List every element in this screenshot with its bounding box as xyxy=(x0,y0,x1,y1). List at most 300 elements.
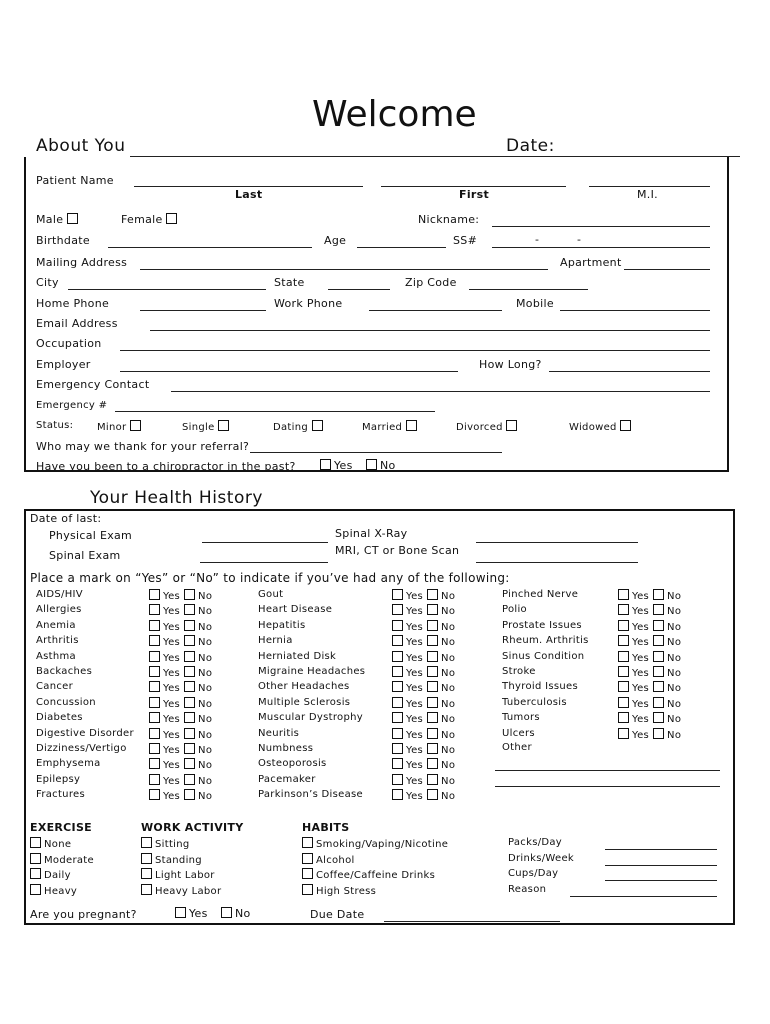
condition-yes-checkbox[interactable] xyxy=(149,789,160,800)
condition-no-checkbox[interactable] xyxy=(427,620,438,631)
condition-yes-label: Yes xyxy=(163,776,181,787)
condition-label: Tuberculosis xyxy=(502,697,567,708)
condition-yes-label: Yes xyxy=(406,776,424,787)
habits-heading: HABITS xyxy=(302,821,350,834)
habit-option[interactable] xyxy=(302,884,376,897)
condition-no-checkbox[interactable] xyxy=(427,589,438,600)
condition-yes-checkbox[interactable] xyxy=(149,651,160,662)
habit-option-label: High Stress xyxy=(316,886,377,897)
condition-yes-checkbox[interactable] xyxy=(149,666,160,677)
condition-no-checkbox[interactable] xyxy=(184,635,195,646)
condition-no-label: No xyxy=(441,730,456,741)
chiro-no-label: No xyxy=(380,459,396,472)
condition-yes-checkbox[interactable] xyxy=(392,789,403,800)
condition-label: AIDS/HIV xyxy=(36,589,83,600)
condition-yes-label: Yes xyxy=(163,730,181,741)
condition-label: Prostate Issues xyxy=(502,620,582,631)
ss-label: SS# xyxy=(453,234,478,247)
health-heading: Your Health History xyxy=(90,488,263,508)
condition-label: Parkinson’s Disease xyxy=(258,789,363,800)
pregnant-no-checkbox[interactable] xyxy=(221,907,232,918)
condition-label: Ulcers xyxy=(502,728,535,739)
condition-yes-checkbox[interactable] xyxy=(392,651,403,662)
status-widowed-checkbox[interactable] xyxy=(620,420,631,431)
referral-label: Who may we thank for your referral? xyxy=(36,440,250,453)
status-minor-checkbox[interactable] xyxy=(130,420,141,431)
condition-yes-label: Yes xyxy=(163,606,181,617)
condition-label: Heart Disease xyxy=(258,604,333,615)
condition-label: Emphysema xyxy=(36,758,101,769)
condition-no-label: No xyxy=(667,606,682,617)
exercise-option[interactable] xyxy=(30,837,71,850)
age-input[interactable] xyxy=(357,247,446,248)
status-single-label: Single xyxy=(182,422,215,433)
spinal-xray-label: Spinal X-Ray xyxy=(335,527,408,540)
employer-input[interactable] xyxy=(120,371,458,372)
condition-yes-label: Yes xyxy=(406,637,424,648)
condition-no-checkbox[interactable] xyxy=(184,758,195,769)
home-phone-input[interactable] xyxy=(140,310,266,311)
habit-option-checkbox[interactable] xyxy=(302,853,313,864)
occupation-input[interactable] xyxy=(120,350,710,351)
condition-yes-label: Yes xyxy=(163,699,181,710)
condition-yes-checkbox[interactable] xyxy=(392,712,403,723)
status-single[interactable] xyxy=(182,420,232,433)
condition-no-checkbox[interactable] xyxy=(427,666,438,677)
other-input-2[interactable] xyxy=(495,786,720,787)
condition-no-checkbox[interactable] xyxy=(184,681,195,692)
status-married[interactable] xyxy=(362,420,420,433)
condition-yes-label: Yes xyxy=(632,699,650,710)
condition-yes-checkbox[interactable] xyxy=(618,681,629,692)
habit-field-label: Packs/Day xyxy=(508,837,563,848)
email-label: Email Address xyxy=(36,317,118,330)
apartment-input[interactable] xyxy=(624,269,710,270)
condition-yes-no xyxy=(149,743,216,756)
mailing-label: Mailing Address xyxy=(36,256,128,269)
condition-yes-label: Yes xyxy=(632,653,650,664)
how-long-label: How Long? xyxy=(479,358,542,371)
condition-yes-label: Yes xyxy=(406,745,424,756)
female-checkbox[interactable] xyxy=(166,213,177,224)
condition-yes-checkbox[interactable] xyxy=(618,589,629,600)
condition-no-label: No xyxy=(198,760,213,771)
condition-label: Allergies xyxy=(36,604,82,615)
condition-label: Stroke xyxy=(502,666,536,677)
condition-yes-checkbox[interactable] xyxy=(149,758,160,769)
condition-no-label: No xyxy=(198,776,213,787)
condition-label: Digestive Disorder xyxy=(36,728,134,739)
ss-input[interactable] xyxy=(492,247,710,248)
condition-no-checkbox[interactable] xyxy=(427,681,438,692)
condition-yes-label: Yes xyxy=(163,637,181,648)
condition-yes-label: Yes xyxy=(406,591,424,602)
exercise-option-label: Moderate xyxy=(44,855,94,866)
condition-yes-no xyxy=(392,758,459,771)
condition-label: Asthma xyxy=(36,651,76,662)
condition-yes-label: Yes xyxy=(163,668,181,679)
condition-yes-no xyxy=(618,681,685,694)
condition-yes-checkbox[interactable] xyxy=(392,774,403,785)
condition-yes-no xyxy=(149,728,216,741)
condition-yes-no xyxy=(392,589,459,602)
first-name-input[interactable] xyxy=(381,186,566,187)
condition-label: Rheum. Arthritis xyxy=(502,635,589,646)
condition-label: Pinched Nerve xyxy=(502,589,579,600)
condition-no-checkbox[interactable] xyxy=(427,728,438,739)
home-phone-label: Home Phone xyxy=(36,297,110,310)
condition-no-checkbox[interactable] xyxy=(427,743,438,754)
condition-no-checkbox[interactable] xyxy=(427,697,438,708)
mi-input[interactable] xyxy=(589,186,710,187)
condition-no-label: No xyxy=(198,668,213,679)
male-option[interactable] xyxy=(36,213,81,226)
habit-field-label: Reason xyxy=(508,884,547,895)
condition-no-label: No xyxy=(441,683,456,694)
referral-input[interactable] xyxy=(250,452,502,453)
condition-no-checkbox[interactable] xyxy=(184,697,195,708)
condition-no-label: No xyxy=(667,730,682,741)
condition-yes-checkbox[interactable] xyxy=(392,697,403,708)
condition-no-label: No xyxy=(198,791,213,802)
condition-yes-label: Yes xyxy=(632,730,650,741)
employer-label: Employer xyxy=(36,358,91,371)
condition-yes-checkbox[interactable] xyxy=(149,743,160,754)
condition-yes-checkbox[interactable] xyxy=(618,697,629,708)
condition-label: Epilepsy xyxy=(36,774,81,785)
condition-yes-checkbox[interactable] xyxy=(392,743,403,754)
occupation-label: Occupation xyxy=(36,337,102,350)
condition-yes-no xyxy=(149,604,216,617)
condition-label: Backaches xyxy=(36,666,93,677)
condition-yes-label: Yes xyxy=(163,683,181,694)
condition-yes-checkbox[interactable] xyxy=(618,712,629,723)
habit-field-input[interactable] xyxy=(605,880,717,881)
condition-yes-checkbox[interactable] xyxy=(618,604,629,615)
work-option[interactable] xyxy=(141,884,221,897)
habit-option-checkbox[interactable] xyxy=(302,884,313,895)
condition-no-checkbox[interactable] xyxy=(184,774,195,785)
condition-yes-checkbox[interactable] xyxy=(149,728,160,739)
condition-yes-no xyxy=(618,697,685,710)
work-option-label: Sitting xyxy=(155,839,190,850)
habit-option-checkbox[interactable] xyxy=(302,837,313,848)
condition-no-checkbox[interactable] xyxy=(184,604,195,615)
condition-no-label: No xyxy=(198,591,213,602)
emergency-contact-input[interactable] xyxy=(171,391,710,392)
status-divorced-label: Divorced xyxy=(456,422,503,433)
condition-no-checkbox[interactable] xyxy=(653,604,664,615)
condition-yes-label: Yes xyxy=(163,760,181,771)
spinal-exam-input[interactable] xyxy=(200,562,328,563)
condition-yes-checkbox[interactable] xyxy=(149,604,160,615)
last-label: Last xyxy=(235,188,263,201)
condition-no-checkbox[interactable] xyxy=(427,758,438,769)
habit-option-label: Coffee/Caffeine Drinks xyxy=(316,870,436,881)
condition-yes-no xyxy=(618,651,685,664)
condition-no-label: No xyxy=(441,699,456,710)
male-checkbox[interactable] xyxy=(67,213,78,224)
habit-option[interactable] xyxy=(302,837,448,850)
exercise-option-checkbox[interactable] xyxy=(30,868,41,879)
exercise-option[interactable] xyxy=(30,884,77,897)
exercise-option[interactable] xyxy=(30,868,71,881)
status-minor[interactable] xyxy=(97,420,144,433)
condition-no-checkbox[interactable] xyxy=(653,681,664,692)
condition-yes-no xyxy=(618,712,685,725)
condition-yes-no xyxy=(149,774,216,787)
condition-yes-checkbox[interactable] xyxy=(392,758,403,769)
condition-yes-no xyxy=(149,666,216,679)
exercise-option-label: None xyxy=(44,839,72,850)
condition-yes-checkbox[interactable] xyxy=(618,651,629,662)
condition-no-checkbox[interactable] xyxy=(653,635,664,646)
condition-no-checkbox[interactable] xyxy=(184,620,195,631)
zip-input[interactable] xyxy=(469,289,588,290)
condition-yes-no xyxy=(618,589,685,602)
condition-no-checkbox[interactable] xyxy=(184,712,195,723)
condition-yes-label: Yes xyxy=(632,668,650,679)
habit-field-input[interactable] xyxy=(605,865,717,866)
chiro-yes-label: Yes xyxy=(334,459,353,472)
status-single-checkbox[interactable] xyxy=(218,420,229,431)
work-option-label: Heavy Labor xyxy=(155,886,222,897)
condition-no-label: No xyxy=(198,622,213,633)
condition-yes-no xyxy=(392,681,459,694)
condition-yes-checkbox[interactable] xyxy=(618,635,629,646)
last-name-input[interactable] xyxy=(134,186,363,187)
condition-yes-no xyxy=(392,620,459,633)
condition-no-checkbox[interactable] xyxy=(427,635,438,646)
mri-input[interactable] xyxy=(476,562,638,563)
condition-no-label: No xyxy=(441,591,456,602)
condition-no-checkbox[interactable] xyxy=(653,697,664,708)
email-input[interactable] xyxy=(150,330,710,331)
condition-no-label: No xyxy=(667,714,682,725)
condition-yes-no xyxy=(149,681,216,694)
physical-exam-input[interactable] xyxy=(202,542,328,543)
exercise-option-checkbox[interactable] xyxy=(30,884,41,895)
pregnant-no-label: No xyxy=(235,907,251,920)
habit-field-input[interactable] xyxy=(605,849,717,850)
work-phone-label: Work Phone xyxy=(274,297,343,310)
condition-yes-label: Yes xyxy=(406,791,424,802)
condition-yes-checkbox[interactable] xyxy=(618,620,629,631)
male-label: Male xyxy=(36,213,64,226)
condition-yes-checkbox[interactable] xyxy=(618,666,629,677)
condition-yes-checkbox[interactable] xyxy=(392,666,403,677)
work-option[interactable] xyxy=(141,868,215,881)
condition-yes-checkbox[interactable] xyxy=(149,697,160,708)
condition-no-checkbox[interactable] xyxy=(184,589,195,600)
condition-no-checkbox[interactable] xyxy=(653,651,664,662)
condition-no-label: No xyxy=(441,637,456,648)
status-married-checkbox[interactable] xyxy=(406,420,417,431)
work-option-checkbox[interactable] xyxy=(141,837,152,848)
condition-yes-no xyxy=(149,620,216,633)
condition-no-checkbox[interactable] xyxy=(653,728,664,739)
date-of-last-label: Date of last: xyxy=(30,512,102,525)
condition-yes-checkbox[interactable] xyxy=(149,635,160,646)
condition-yes-no xyxy=(149,635,216,648)
chiro-label: Have you been to a chiropractor in the past? xyxy=(36,460,296,473)
condition-yes-label: Yes xyxy=(406,653,424,664)
pregnant-yes[interactable] xyxy=(175,907,208,920)
how-long-input[interactable] xyxy=(549,371,710,372)
city-label: City xyxy=(36,276,59,289)
habit-option-label: Smoking/Vaping/Nicotine xyxy=(316,839,449,850)
first-label: First xyxy=(459,188,490,201)
spinal-xray-input[interactable] xyxy=(476,542,638,543)
condition-no-checkbox[interactable] xyxy=(184,789,195,800)
habit-field-input[interactable] xyxy=(570,896,717,897)
condition-yes-label: Yes xyxy=(406,683,424,694)
work-option-checkbox[interactable] xyxy=(141,868,152,879)
condition-yes-no xyxy=(392,712,459,725)
condition-no-label: No xyxy=(441,668,456,679)
condition-yes-no xyxy=(149,758,216,771)
chiro-yes[interactable] xyxy=(320,459,353,472)
other-input-1[interactable] xyxy=(495,770,720,771)
status-dating[interactable] xyxy=(273,420,326,433)
chiro-no[interactable] xyxy=(366,459,396,472)
city-input[interactable] xyxy=(68,289,266,290)
condition-label: Dizziness/Vertigo xyxy=(36,743,127,754)
birthdate-input[interactable] xyxy=(108,247,312,248)
condition-label: Migraine Headaches xyxy=(258,666,366,677)
mri-label: MRI, CT or Bone Scan xyxy=(335,544,460,557)
condition-no-checkbox[interactable] xyxy=(653,620,664,631)
condition-yes-label: Yes xyxy=(406,668,424,679)
condition-label: Other Headaches xyxy=(258,681,350,692)
mailing-input[interactable] xyxy=(140,269,548,270)
condition-label: Arthritis xyxy=(36,635,79,646)
condition-yes-label: Yes xyxy=(632,622,650,633)
condition-yes-label: Yes xyxy=(406,622,424,633)
condition-label: Multiple Sclerosis xyxy=(258,697,351,708)
condition-yes-checkbox[interactable] xyxy=(149,774,160,785)
exercise-option[interactable] xyxy=(30,853,94,866)
condition-no-label: No xyxy=(198,683,213,694)
condition-yes-checkbox[interactable] xyxy=(392,589,403,600)
condition-label: Sinus Condition xyxy=(502,651,585,662)
condition-yes-checkbox[interactable] xyxy=(149,589,160,600)
apartment-label: Apartment xyxy=(560,256,622,269)
condition-yes-no xyxy=(392,774,459,787)
condition-no-label: No xyxy=(667,653,682,664)
condition-label: Concussion xyxy=(36,697,96,708)
habit-option-checkbox[interactable] xyxy=(302,868,313,879)
mobile-input[interactable] xyxy=(560,310,710,311)
condition-yes-no xyxy=(392,743,459,756)
condition-label: Hernia xyxy=(258,635,293,646)
mobile-label: Mobile xyxy=(516,297,554,310)
condition-no-checkbox[interactable] xyxy=(427,604,438,615)
condition-yes-checkbox[interactable] xyxy=(392,635,403,646)
work-phone-input[interactable] xyxy=(369,310,502,311)
condition-label: Thyroid Issues xyxy=(502,681,578,692)
condition-yes-checkbox[interactable] xyxy=(392,604,403,615)
condition-yes-label: Yes xyxy=(406,606,424,617)
condition-no-checkbox[interactable] xyxy=(184,666,195,677)
female-label: Female xyxy=(121,213,163,226)
condition-no-checkbox[interactable] xyxy=(427,789,438,800)
condition-label: Anemia xyxy=(36,620,76,631)
condition-no-checkbox[interactable] xyxy=(427,651,438,662)
condition-no-label: No xyxy=(667,622,682,633)
date-label: Date: xyxy=(506,136,555,156)
nickname-input[interactable] xyxy=(492,226,710,227)
condition-no-checkbox[interactable] xyxy=(184,743,195,754)
work-option-checkbox[interactable] xyxy=(141,884,152,895)
habit-option[interactable] xyxy=(302,853,355,866)
pregnant-yes-checkbox[interactable] xyxy=(175,907,186,918)
status-dating-label: Dating xyxy=(273,422,309,433)
condition-yes-checkbox[interactable] xyxy=(392,620,403,631)
condition-yes-checkbox[interactable] xyxy=(618,728,629,739)
exercise-option-label: Daily xyxy=(44,870,71,881)
status-married-label: Married xyxy=(362,422,403,433)
condition-no-checkbox[interactable] xyxy=(427,774,438,785)
due-date-input[interactable] xyxy=(384,921,560,922)
page-title: Welcome xyxy=(312,94,477,135)
condition-no-label: No xyxy=(441,760,456,771)
condition-yes-label: Yes xyxy=(632,591,650,602)
status-widowed[interactable] xyxy=(569,420,634,433)
condition-no-checkbox[interactable] xyxy=(427,712,438,723)
habit-field-label: Drinks/Week xyxy=(508,853,574,864)
work-option[interactable] xyxy=(141,837,190,850)
state-input[interactable] xyxy=(328,289,390,290)
condition-yes-no xyxy=(392,728,459,741)
habit-option-label: Alcohol xyxy=(316,855,355,866)
condition-yes-label: Yes xyxy=(406,760,424,771)
exercise-option-checkbox[interactable] xyxy=(30,853,41,864)
status-divorced[interactable] xyxy=(456,420,520,433)
condition-yes-no xyxy=(149,697,216,710)
condition-yes-checkbox[interactable] xyxy=(149,620,160,631)
condition-yes-checkbox[interactable] xyxy=(392,681,403,692)
exercise-option-checkbox[interactable] xyxy=(30,837,41,848)
female-option[interactable] xyxy=(121,213,180,226)
condition-yes-checkbox[interactable] xyxy=(392,728,403,739)
chiro-no-checkbox[interactable] xyxy=(366,459,377,470)
status-divorced-checkbox[interactable] xyxy=(506,420,517,431)
chiro-yes-checkbox[interactable] xyxy=(320,459,331,470)
condition-yes-no xyxy=(149,789,216,802)
condition-yes-checkbox[interactable] xyxy=(149,681,160,692)
pregnant-no[interactable] xyxy=(221,907,251,920)
habit-option[interactable] xyxy=(302,868,435,881)
work-option[interactable] xyxy=(141,853,202,866)
condition-yes-no xyxy=(392,651,459,664)
status-minor-label: Minor xyxy=(97,422,127,433)
condition-no-checkbox[interactable] xyxy=(653,712,664,723)
emergency-number-input[interactable] xyxy=(115,411,435,412)
condition-no-checkbox[interactable] xyxy=(653,589,664,600)
condition-no-checkbox[interactable] xyxy=(184,651,195,662)
condition-no-label: No xyxy=(667,699,682,710)
condition-yes-checkbox[interactable] xyxy=(149,712,160,723)
condition-no-label: No xyxy=(198,637,213,648)
exercise-option-label: Heavy xyxy=(44,886,78,897)
condition-no-checkbox[interactable] xyxy=(184,728,195,739)
instructions: Place a mark on “Yes” or “No” to indicate if you’ve had any of the following: xyxy=(30,571,510,585)
work-option-checkbox[interactable] xyxy=(141,853,152,864)
condition-no-checkbox[interactable] xyxy=(653,666,664,677)
status-dating-checkbox[interactable] xyxy=(312,420,323,431)
condition-no-label: No xyxy=(441,606,456,617)
